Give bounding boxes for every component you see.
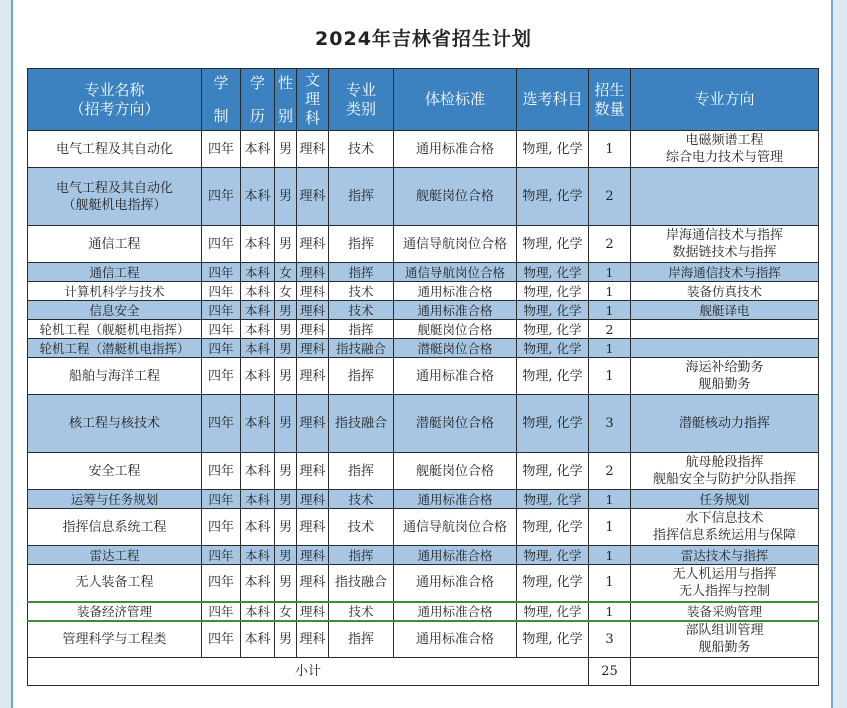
major-line: 通信工程: [89, 264, 140, 280]
major-line: 运筹与任务规划: [70, 491, 159, 507]
cell-track: 理科: [297, 339, 329, 358]
cell-degree: 本科: [241, 168, 275, 226]
cell-subjects: 物理, 化学: [517, 301, 589, 320]
cell-category: 指挥: [329, 320, 394, 339]
direction-line: 舰船安全与防护分队指挥: [652, 472, 796, 487]
cell-major: [28, 546, 202, 565]
cell-major: [28, 490, 202, 509]
header-quota-line1: 招生: [594, 80, 625, 99]
header-years: [202, 69, 241, 131]
cell-direction: [631, 168, 819, 226]
table-row: [28, 301, 819, 320]
cell-physical: 通用标准合格: [394, 358, 517, 395]
header-degree: [241, 69, 275, 131]
cell-subjects: 物理, 化学: [517, 565, 589, 602]
cell-degree: 本科: [241, 565, 275, 602]
cell-subjects: 物理, 化学: [517, 339, 589, 358]
page-title: 2024年吉林省招生计划: [315, 28, 532, 50]
cell-gender: 男: [275, 546, 297, 565]
cell-years: 四年: [202, 226, 241, 263]
cell-subjects: 物理, 化学: [517, 490, 589, 509]
direction-line: 舰船勤务: [698, 377, 751, 392]
table-row: [28, 226, 819, 263]
total-direction: [631, 658, 819, 686]
cell-track: 理科: [297, 168, 329, 226]
cell-years: 四年: [202, 453, 241, 490]
cell-track: 理科: [297, 131, 329, 168]
cell-direction: [631, 226, 819, 263]
header-quota-line2: 数量: [594, 99, 625, 118]
cell-quota: 2: [589, 168, 631, 226]
cell-gender: 男: [275, 358, 297, 395]
cell-subjects: 物理, 化学: [517, 546, 589, 565]
cell-category: 指挥: [329, 358, 394, 395]
cell-category: 技术: [329, 131, 394, 168]
cell-major: [28, 565, 202, 602]
cell-subjects: 物理, 化学: [517, 395, 589, 453]
direction-line: 装备采购管理: [686, 603, 762, 619]
major-line: 电气工程及其自动化: [55, 141, 173, 157]
cell-major: [28, 358, 202, 395]
cell-years: 四年: [202, 168, 241, 226]
cell-track: 理科: [297, 226, 329, 263]
cell-degree: 本科: [241, 621, 275, 658]
cell-major: [28, 131, 202, 168]
cell-physical: 通用标准合格: [394, 282, 517, 301]
table-row: [28, 320, 819, 339]
cell-track: 理科: [297, 358, 329, 395]
cell-quota: 2: [589, 320, 631, 339]
cell-subjects: 物理, 化学: [517, 168, 589, 226]
header-years-line1: 学: [213, 73, 229, 92]
cell-category: 指挥: [329, 263, 394, 282]
direction-line: 航母舱段指挥: [685, 455, 764, 470]
cell-track: 理科: [297, 509, 329, 546]
direction-line: 电磁频谱工程: [685, 133, 764, 148]
cell-direction: [631, 282, 819, 301]
cell-direction: [631, 339, 819, 358]
cell-category: 指技融合: [329, 565, 394, 602]
cell-degree: 本科: [241, 301, 275, 320]
cell-years: 四年: [202, 546, 241, 565]
cell-subjects: 物理, 化学: [517, 621, 589, 658]
cell-track: 理科: [297, 395, 329, 453]
cell-direction: [631, 263, 819, 282]
right-frame-line: [831, 0, 833, 708]
cell-gender: 男: [275, 131, 297, 168]
direction-line: 数据链技术与指挥: [672, 245, 777, 260]
cell-category: 指挥: [329, 621, 394, 658]
cell-physical: 舰艇岗位合格: [394, 168, 517, 226]
table-row: [28, 565, 819, 602]
cell-years: 四年: [202, 602, 241, 621]
cell-years: 四年: [202, 131, 241, 168]
cell-years: 四年: [202, 339, 241, 358]
cell-quota: 1: [589, 301, 631, 320]
cell-direction: [631, 565, 819, 602]
cell-major: [28, 301, 202, 320]
cell-direction: [631, 602, 819, 621]
cell-degree: 本科: [241, 131, 275, 168]
major-line: 安全工程: [88, 463, 141, 479]
cell-physical: 通用标准合格: [394, 621, 517, 658]
table-row: [28, 168, 819, 226]
cell-quota: 3: [589, 395, 631, 453]
cell-subjects: 物理, 化学: [517, 263, 589, 282]
cell-quota: 2: [589, 453, 631, 490]
cell-quota: 1: [589, 546, 631, 565]
cell-gender: 男: [275, 339, 297, 358]
cell-track: 理科: [297, 320, 329, 339]
header-degree-line2: 历: [249, 106, 265, 125]
table-row: [28, 282, 819, 301]
cell-quota: 1: [589, 565, 631, 602]
cell-gender: 女: [275, 263, 297, 282]
cell-gender: 男: [275, 301, 297, 320]
header-major-line2: （招考方向）: [69, 99, 160, 118]
header-track: [297, 69, 329, 131]
cell-major: [28, 226, 202, 263]
cell-track: 理科: [297, 263, 329, 282]
cell-direction: [631, 301, 819, 320]
cell-degree: 本科: [241, 490, 275, 509]
cell-physical: 通信导航岗位合格: [394, 263, 517, 282]
header-major-line1: 专业名称: [84, 80, 145, 99]
cell-quota: 1: [589, 509, 631, 546]
major-line: 计算机科学与技术: [64, 283, 165, 299]
cell-quota: 1: [589, 358, 631, 395]
cell-direction: [631, 395, 819, 453]
cell-years: 四年: [202, 263, 241, 282]
cell-track: 理科: [297, 282, 329, 301]
cell-physical: 通用标准合格: [394, 301, 517, 320]
cell-gender: 男: [275, 453, 297, 490]
cell-major: [28, 621, 202, 658]
cell-track: 理科: [297, 301, 329, 320]
cell-major: [28, 453, 202, 490]
cell-direction: [631, 546, 819, 565]
direction-line: 综合电力技术与管理: [665, 150, 783, 165]
cell-category: 指技融合: [329, 395, 394, 453]
cell-direction: [631, 490, 819, 509]
cell-quota: 1: [589, 339, 631, 358]
cell-subjects: 物理, 化学: [517, 453, 589, 490]
cell-direction: [631, 131, 819, 168]
table-row: [28, 263, 819, 282]
direction-line: 指挥信息系统运用与保障: [652, 528, 796, 543]
direction-line: 岸海通信技术与指挥: [665, 228, 783, 243]
header-subjects: 选考科目: [517, 69, 589, 131]
header-direction: 专业方向: [631, 69, 819, 131]
cell-degree: 本科: [241, 546, 275, 565]
cell-degree: 本科: [241, 320, 275, 339]
header-category-line2: 类别: [345, 99, 376, 118]
header-major: [28, 69, 202, 131]
cell-direction: [631, 358, 819, 395]
cell-major: [28, 339, 202, 358]
cell-physical: 通信导航岗位合格: [394, 226, 517, 263]
header-gender-line1: 性: [277, 73, 293, 92]
major-line: 通信工程: [88, 236, 141, 252]
table-row: [28, 395, 819, 453]
cell-major: [28, 509, 202, 546]
cell-quota: 1: [589, 490, 631, 509]
table-row: [28, 339, 819, 358]
cell-subjects: 物理, 化学: [517, 320, 589, 339]
major-line: 信息安全: [89, 302, 140, 318]
cell-quota: 3: [589, 621, 631, 658]
major-line: 管理科学与工程类: [62, 631, 167, 647]
cell-category: 指挥: [329, 226, 394, 263]
cell-gender: 男: [275, 490, 297, 509]
major-line: （舰艇机电指挥）: [62, 197, 167, 213]
cell-major: [28, 320, 202, 339]
cell-physical: 通用标准合格: [394, 131, 517, 168]
cell-category: 技术: [329, 490, 394, 509]
cell-years: 四年: [202, 565, 241, 602]
major-line: 电气工程及其自动化: [55, 180, 173, 196]
cell-degree: 本科: [241, 509, 275, 546]
table-row: [28, 131, 819, 168]
cell-physical: 潜艇岗位合格: [394, 339, 517, 358]
cell-major: [28, 263, 202, 282]
cell-years: 四年: [202, 509, 241, 546]
direction-line: 舰艇译电: [699, 302, 750, 318]
cell-category: 指挥: [329, 546, 394, 565]
total-quota: 25: [589, 658, 631, 686]
cell-degree: 本科: [241, 226, 275, 263]
header-category-line1: 专业: [345, 80, 376, 99]
cell-subjects: 物理, 化学: [517, 358, 589, 395]
cell-quota: 1: [589, 263, 631, 282]
cell-degree: 本科: [241, 263, 275, 282]
major-line: 轮机工程（潜艇机电指挥）: [39, 340, 190, 356]
cell-quota: 1: [589, 602, 631, 621]
major-line: 核工程与核技术: [68, 416, 160, 431]
cell-degree: 本科: [241, 339, 275, 358]
direction-line: 雷达技术与指挥: [680, 547, 769, 563]
cell-major: [28, 282, 202, 301]
cell-category: 技术: [329, 282, 394, 301]
cell-years: 四年: [202, 395, 241, 453]
table-row: [28, 621, 819, 658]
header-gender: [275, 69, 297, 131]
table-row: [28, 358, 819, 395]
cell-major: [28, 168, 202, 226]
cell-physical: 通用标准合格: [394, 490, 517, 509]
direction-line: 无人机运用与指挥: [672, 566, 777, 582]
table-row: [28, 546, 819, 565]
major-line: 轮机工程（舰艇机电指挥）: [39, 321, 190, 337]
cell-physical: 通信导航岗位合格: [394, 509, 517, 546]
table-row: [28, 453, 819, 490]
cell-track: 理科: [297, 565, 329, 602]
cell-category: 指挥: [329, 168, 394, 226]
header-track-line2: 理: [304, 90, 320, 108]
direction-line: 舰船勤务: [698, 640, 751, 656]
header-track-line3: 科: [304, 109, 320, 127]
header-degree-line1: 学: [249, 73, 265, 92]
cell-gender: 男: [275, 395, 297, 453]
cell-gender: 男: [275, 509, 297, 546]
major-line: 指挥信息系统工程: [62, 519, 167, 535]
cell-track: 理科: [297, 602, 329, 621]
cell-physical: 舰艇岗位合格: [394, 320, 517, 339]
direction-line: 潜艇核动力指挥: [678, 416, 770, 431]
cell-subjects: 物理, 化学: [517, 131, 589, 168]
direction-line: 水下信息技术: [685, 511, 764, 526]
header-gender-line2: 别: [277, 106, 293, 125]
cell-physical: 舰艇岗位合格: [394, 453, 517, 490]
cell-subjects: 物理, 化学: [517, 282, 589, 301]
cell-gender: 男: [275, 565, 297, 602]
cell-direction: [631, 453, 819, 490]
cell-direction: [631, 621, 819, 658]
cell-category: 指技融合: [329, 339, 394, 358]
cell-quota: 1: [589, 282, 631, 301]
cell-physical: 潜艇岗位合格: [394, 395, 517, 453]
cell-category: 技术: [329, 301, 394, 320]
cell-degree: 本科: [241, 358, 275, 395]
header-quota: [589, 69, 631, 131]
cell-direction: [631, 509, 819, 546]
cell-subjects: 物理, 化学: [517, 602, 589, 621]
direction-line: 无人指挥与控制: [678, 583, 770, 599]
cell-direction: [631, 320, 819, 339]
cell-track: 理科: [297, 621, 329, 658]
cell-degree: 本科: [241, 453, 275, 490]
cell-subjects: 物理, 化学: [517, 509, 589, 546]
cell-gender: 男: [275, 621, 297, 658]
cell-physical: 通用标准合格: [394, 565, 517, 602]
cell-quota: 1: [589, 131, 631, 168]
enrollment-table: [27, 68, 819, 686]
cell-quota: 2: [589, 226, 631, 263]
cell-years: 四年: [202, 282, 241, 301]
direction-line: 部队组训管理: [685, 623, 764, 639]
header-row: [28, 69, 819, 131]
cell-gender: 男: [275, 320, 297, 339]
major-line: 船舶与海洋工程: [68, 368, 160, 384]
cell-physical: 通用标准合格: [394, 546, 517, 565]
cell-years: 四年: [202, 358, 241, 395]
right-frame: [831, 0, 847, 708]
direction-line: 任务规划: [699, 491, 750, 507]
table-row: [28, 490, 819, 509]
cell-physical: 通用标准合格: [394, 602, 517, 621]
cell-degree: 本科: [241, 395, 275, 453]
cell-category: 技术: [329, 602, 394, 621]
direction-line: 岸海通信技术与指挥: [668, 264, 781, 280]
header-track-line1: 文: [304, 71, 320, 89]
cell-major: [28, 395, 202, 453]
header-category: [329, 69, 394, 131]
direction-line: 装备仿真技术: [686, 283, 762, 299]
cell-gender: 女: [275, 282, 297, 301]
total-label: 小计: [28, 658, 589, 686]
cell-years: 四年: [202, 490, 241, 509]
major-line: 无人装备工程: [75, 575, 154, 591]
header-physical: 体检标准: [394, 69, 517, 131]
cell-track: 理科: [297, 490, 329, 509]
table-row: [28, 602, 819, 621]
cell-degree: 本科: [241, 602, 275, 621]
total-row: [28, 658, 819, 686]
cell-gender: 女: [275, 602, 297, 621]
cell-subjects: 物理, 化学: [517, 226, 589, 263]
cell-years: 四年: [202, 301, 241, 320]
cell-years: 四年: [202, 621, 241, 658]
table-row: [28, 509, 819, 546]
major-line: 装备经济管理: [76, 603, 152, 619]
cell-major: [28, 602, 202, 621]
header-years-line2: 制: [213, 106, 229, 125]
cell-gender: 男: [275, 226, 297, 263]
cell-category: 技术: [329, 509, 394, 546]
cell-track: 理科: [297, 453, 329, 490]
direction-line: 海运补给勤务: [685, 360, 764, 375]
cell-gender: 男: [275, 168, 297, 226]
left-frame-line: [11, 0, 13, 708]
cell-years: 四年: [202, 320, 241, 339]
cell-track: 理科: [297, 546, 329, 565]
major-line: 雷达工程: [89, 547, 140, 563]
cell-degree: 本科: [241, 282, 275, 301]
cell-category: 指挥: [329, 453, 394, 490]
